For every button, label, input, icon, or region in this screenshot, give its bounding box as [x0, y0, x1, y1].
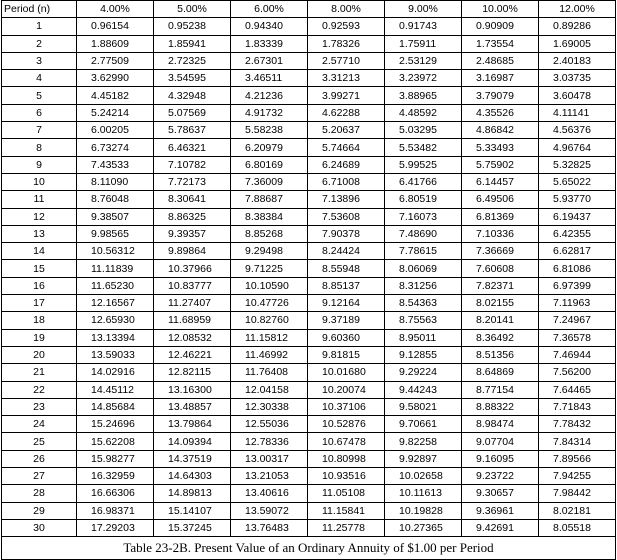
value-cell: 10.20074	[308, 381, 385, 398]
period-cell: 12	[2, 208, 77, 225]
table-row	[2, 519, 616, 536]
value-cell: 7.10782	[154, 156, 231, 173]
value-cell: 0.96154	[77, 18, 154, 35]
value-cell: 7.13896	[308, 191, 385, 208]
value-cell: 11.65230	[77, 277, 154, 294]
value-cell: 9.29224	[385, 364, 462, 381]
value-cell: 9.44243	[385, 381, 462, 398]
present-value-annuity-table	[1, 0, 616, 560]
value-cell: 9.07704	[462, 433, 539, 450]
value-cell: 9.16095	[462, 450, 539, 467]
value-cell: 7.36009	[231, 173, 308, 190]
value-cell: 7.88687	[231, 191, 308, 208]
value-cell: 8.11090	[77, 173, 154, 190]
table-caption: Table 23-2B. Present Value of an Ordinary Annuity of $1.00 per Period	[2, 537, 616, 560]
value-cell: 10.82760	[231, 312, 308, 329]
value-cell: 1.85941	[154, 35, 231, 52]
value-cell: 12.78336	[231, 433, 308, 450]
value-cell: 6.24689	[308, 156, 385, 173]
value-cell: 5.24214	[77, 104, 154, 121]
table-row	[2, 364, 616, 381]
value-cell: 10.80998	[308, 450, 385, 467]
value-cell: 9.71225	[231, 260, 308, 277]
value-cell: 12.30338	[231, 398, 308, 415]
value-cell: 15.14107	[154, 502, 231, 519]
value-cell: 10.52876	[308, 416, 385, 433]
rate-column-header: 8.00%	[308, 1, 385, 18]
value-cell: 9.12164	[308, 295, 385, 312]
value-cell: 2.67301	[231, 52, 308, 69]
value-cell: 11.15812	[231, 329, 308, 346]
value-cell: 10.19828	[385, 502, 462, 519]
period-cell: 3	[2, 52, 77, 69]
value-cell: 7.90378	[308, 225, 385, 242]
period-cell: 1	[2, 18, 77, 35]
value-cell: 9.98565	[77, 225, 154, 242]
value-cell: 14.85684	[77, 398, 154, 415]
value-cell: 8.88322	[462, 398, 539, 415]
value-cell: 3.79079	[462, 87, 539, 104]
value-cell: 6.19437	[539, 208, 616, 225]
table-row	[2, 225, 616, 242]
value-cell: 3.54595	[154, 70, 231, 87]
value-cell: 6.81369	[462, 208, 539, 225]
value-cell: 0.91743	[385, 18, 462, 35]
value-cell: 5.20637	[308, 122, 385, 139]
period-column-header: Period (n)	[2, 1, 77, 18]
value-cell: 13.21053	[231, 468, 308, 485]
value-cell: 7.24967	[539, 312, 616, 329]
value-cell: 3.88965	[385, 87, 462, 104]
value-cell: 11.76408	[231, 364, 308, 381]
value-cell: 10.83777	[154, 277, 231, 294]
period-cell: 6	[2, 104, 77, 121]
table-row	[2, 35, 616, 52]
value-cell: 7.89566	[539, 450, 616, 467]
value-cell: 7.36669	[462, 243, 539, 260]
period-cell: 15	[2, 260, 77, 277]
rate-column-header: 6.00%	[231, 1, 308, 18]
value-cell: 10.27365	[385, 519, 462, 536]
value-cell: 3.62990	[77, 70, 154, 87]
value-cell: 11.27407	[154, 295, 231, 312]
value-cell: 7.71843	[539, 398, 616, 415]
value-cell: 13.16300	[154, 381, 231, 398]
value-cell: 8.02155	[462, 295, 539, 312]
period-cell: 2	[2, 35, 77, 52]
value-cell: 0.94340	[231, 18, 308, 35]
value-cell: 7.64465	[539, 381, 616, 398]
value-cell: 7.43533	[77, 156, 154, 173]
value-cell: 10.56312	[77, 243, 154, 260]
period-cell: 23	[2, 398, 77, 415]
value-cell: 8.06069	[385, 260, 462, 277]
value-cell: 6.46321	[154, 139, 231, 156]
value-cell: 14.02916	[77, 364, 154, 381]
value-cell: 9.29498	[231, 243, 308, 260]
period-cell: 10	[2, 173, 77, 190]
value-cell: 8.54363	[385, 295, 462, 312]
rate-column-header: 5.00%	[154, 1, 231, 18]
value-cell: 1.69005	[539, 35, 616, 52]
table-row	[2, 416, 616, 433]
period-cell: 24	[2, 416, 77, 433]
value-cell: 14.45112	[77, 381, 154, 398]
value-cell: 5.99525	[385, 156, 462, 173]
value-cell: 9.60360	[308, 329, 385, 346]
value-cell: 7.82371	[462, 277, 539, 294]
period-cell: 22	[2, 381, 77, 398]
period-cell: 28	[2, 485, 77, 502]
value-cell: 13.79864	[154, 416, 231, 433]
value-cell: 3.31213	[308, 70, 385, 87]
value-cell: 13.40616	[231, 485, 308, 502]
table-row	[2, 122, 616, 139]
value-cell: 7.46944	[539, 346, 616, 363]
value-cell: 10.02658	[385, 468, 462, 485]
period-cell: 30	[2, 519, 77, 536]
table-row	[2, 381, 616, 398]
value-cell: 7.60608	[462, 260, 539, 277]
value-cell: 6.49506	[462, 191, 539, 208]
value-cell: 3.60478	[539, 87, 616, 104]
table-row	[2, 398, 616, 415]
value-cell: 10.11613	[385, 485, 462, 502]
table-row	[2, 52, 616, 69]
value-cell: 1.83339	[231, 35, 308, 52]
value-cell: 4.96764	[539, 139, 616, 156]
table-row	[2, 173, 616, 190]
value-cell: 9.82258	[385, 433, 462, 450]
value-cell: 5.75902	[462, 156, 539, 173]
value-cell: 6.00205	[77, 122, 154, 139]
value-cell: 13.48857	[154, 398, 231, 415]
value-cell: 5.93770	[539, 191, 616, 208]
value-cell: 5.33493	[462, 139, 539, 156]
value-cell: 8.75563	[385, 312, 462, 329]
value-cell: 4.62288	[308, 104, 385, 121]
value-cell: 17.29203	[77, 519, 154, 536]
value-cell: 10.01680	[308, 364, 385, 381]
table-row	[2, 87, 616, 104]
table-body	[2, 18, 616, 537]
value-cell: 10.37106	[308, 398, 385, 415]
value-cell: 12.55036	[231, 416, 308, 433]
value-cell: 12.46221	[154, 346, 231, 363]
value-cell: 9.30657	[462, 485, 539, 502]
table-row	[2, 295, 616, 312]
period-cell: 9	[2, 156, 77, 173]
value-cell: 8.85268	[231, 225, 308, 242]
value-cell: 11.11839	[77, 260, 154, 277]
value-cell: 4.35526	[462, 104, 539, 121]
value-cell: 13.76483	[231, 519, 308, 536]
value-cell: 6.42355	[539, 225, 616, 242]
table-row	[2, 468, 616, 485]
value-cell: 14.89813	[154, 485, 231, 502]
period-cell: 20	[2, 346, 77, 363]
value-cell: 9.37189	[308, 312, 385, 329]
value-cell: 8.98474	[462, 416, 539, 433]
table-row	[2, 312, 616, 329]
value-cell: 8.85137	[308, 277, 385, 294]
value-cell: 9.92897	[385, 450, 462, 467]
value-cell: 15.24696	[77, 416, 154, 433]
value-cell: 10.93516	[308, 468, 385, 485]
value-cell: 4.21236	[231, 87, 308, 104]
table-row	[2, 191, 616, 208]
value-cell: 9.58021	[385, 398, 462, 415]
value-cell: 5.32825	[539, 156, 616, 173]
table-row	[2, 433, 616, 450]
value-cell: 5.74664	[308, 139, 385, 156]
value-cell: 4.86842	[462, 122, 539, 139]
value-cell: 0.95238	[154, 18, 231, 35]
table-row	[2, 139, 616, 156]
period-cell: 27	[2, 468, 77, 485]
value-cell: 8.36492	[462, 329, 539, 346]
table-row	[2, 208, 616, 225]
table-row	[2, 18, 616, 35]
value-cell: 1.78326	[308, 35, 385, 52]
value-cell: 14.64303	[154, 468, 231, 485]
table-row	[2, 260, 616, 277]
value-cell: 11.05108	[308, 485, 385, 502]
period-cell: 19	[2, 329, 77, 346]
value-cell: 7.36578	[539, 329, 616, 346]
value-cell: 8.05518	[539, 519, 616, 536]
value-cell: 3.16987	[462, 70, 539, 87]
value-cell: 2.72325	[154, 52, 231, 69]
value-cell: 12.16567	[77, 295, 154, 312]
value-cell: 1.73554	[462, 35, 539, 52]
value-cell: 13.59072	[231, 502, 308, 519]
value-cell: 12.65930	[77, 312, 154, 329]
value-cell: 10.10590	[231, 277, 308, 294]
value-cell: 3.99271	[308, 87, 385, 104]
value-cell: 8.76048	[77, 191, 154, 208]
value-cell: 6.71008	[308, 173, 385, 190]
value-cell: 6.80169	[231, 156, 308, 173]
value-cell: 12.82115	[154, 364, 231, 381]
table-caption-row	[2, 537, 616, 560]
value-cell: 8.38384	[231, 208, 308, 225]
period-cell: 11	[2, 191, 77, 208]
value-cell: 9.39357	[154, 225, 231, 242]
value-cell: 12.04158	[231, 381, 308, 398]
value-cell: 11.15841	[308, 502, 385, 519]
value-cell: 7.84314	[539, 433, 616, 450]
period-cell: 26	[2, 450, 77, 467]
value-cell: 15.62208	[77, 433, 154, 450]
table-row	[2, 70, 616, 87]
value-cell: 9.70661	[385, 416, 462, 433]
value-cell: 7.16073	[385, 208, 462, 225]
value-cell: 9.81815	[308, 346, 385, 363]
period-cell: 4	[2, 70, 77, 87]
value-cell: 4.56376	[539, 122, 616, 139]
value-cell: 8.31256	[385, 277, 462, 294]
period-cell: 13	[2, 225, 77, 242]
value-cell: 7.98442	[539, 485, 616, 502]
value-cell: 2.57710	[308, 52, 385, 69]
value-cell: 2.40183	[539, 52, 616, 69]
value-cell: 5.53482	[385, 139, 462, 156]
rate-column-header: 10.00%	[462, 1, 539, 18]
value-cell: 13.00317	[231, 450, 308, 467]
value-cell: 13.13394	[77, 329, 154, 346]
table-row	[2, 104, 616, 121]
value-cell: 6.97399	[539, 277, 616, 294]
value-cell: 11.25778	[308, 519, 385, 536]
value-cell: 8.64869	[462, 364, 539, 381]
annuity-table-container	[1, 0, 615, 560]
value-cell: 6.20979	[231, 139, 308, 156]
value-cell: 3.46511	[231, 70, 308, 87]
value-cell: 1.88609	[77, 35, 154, 52]
period-cell: 25	[2, 433, 77, 450]
value-cell: 7.10336	[462, 225, 539, 242]
value-cell: 12.08532	[154, 329, 231, 346]
value-cell: 3.03735	[539, 70, 616, 87]
value-cell: 8.24424	[308, 243, 385, 260]
value-cell: 4.91732	[231, 104, 308, 121]
value-cell: 10.67478	[308, 433, 385, 450]
value-cell: 15.98277	[77, 450, 154, 467]
value-cell: 6.41766	[385, 173, 462, 190]
value-cell: 11.68959	[154, 312, 231, 329]
period-cell: 8	[2, 139, 77, 156]
rate-column-header: 4.00%	[77, 1, 154, 18]
value-cell: 8.51356	[462, 346, 539, 363]
value-cell: 16.98371	[77, 502, 154, 519]
value-cell: 7.48690	[385, 225, 462, 242]
value-cell: 8.20141	[462, 312, 539, 329]
value-cell: 9.89864	[154, 243, 231, 260]
value-cell: 14.09394	[154, 433, 231, 450]
table-row	[2, 277, 616, 294]
table-row	[2, 243, 616, 260]
value-cell: 5.58238	[231, 122, 308, 139]
period-cell: 7	[2, 122, 77, 139]
value-cell: 8.95011	[385, 329, 462, 346]
value-cell: 5.78637	[154, 122, 231, 139]
value-cell: 9.38507	[77, 208, 154, 225]
table-row	[2, 346, 616, 363]
period-cell: 16	[2, 277, 77, 294]
value-cell: 6.73274	[77, 139, 154, 156]
value-cell: 5.07569	[154, 104, 231, 121]
value-cell: 3.23972	[385, 70, 462, 87]
period-cell: 21	[2, 364, 77, 381]
value-cell: 2.48685	[462, 52, 539, 69]
value-cell: 0.92593	[308, 18, 385, 35]
value-cell: 0.89286	[539, 18, 616, 35]
value-cell: 6.81086	[539, 260, 616, 277]
value-cell: 9.36961	[462, 502, 539, 519]
value-cell: 6.62817	[539, 243, 616, 260]
value-cell: 0.90909	[462, 18, 539, 35]
value-cell: 8.30641	[154, 191, 231, 208]
value-cell: 9.23722	[462, 468, 539, 485]
period-cell: 5	[2, 87, 77, 104]
value-cell: 11.46992	[231, 346, 308, 363]
value-cell: 16.32959	[77, 468, 154, 485]
value-cell: 7.78432	[539, 416, 616, 433]
value-cell: 4.32948	[154, 87, 231, 104]
value-cell: 8.86325	[154, 208, 231, 225]
value-cell: 14.37519	[154, 450, 231, 467]
value-cell: 6.14457	[462, 173, 539, 190]
value-cell: 15.37245	[154, 519, 231, 536]
value-cell: 7.78615	[385, 243, 462, 260]
rate-column-header: 9.00%	[385, 1, 462, 18]
value-cell: 7.11963	[539, 295, 616, 312]
value-cell: 5.65022	[539, 173, 616, 190]
value-cell: 8.77154	[462, 381, 539, 398]
value-cell: 13.59033	[77, 346, 154, 363]
table-row	[2, 329, 616, 346]
value-cell: 9.12855	[385, 346, 462, 363]
value-cell: 2.53129	[385, 52, 462, 69]
value-cell: 4.11141	[539, 104, 616, 121]
value-cell: 10.47726	[231, 295, 308, 312]
period-cell: 14	[2, 243, 77, 260]
value-cell: 7.56200	[539, 364, 616, 381]
value-cell: 7.94255	[539, 468, 616, 485]
value-cell: 7.53608	[308, 208, 385, 225]
table-row	[2, 156, 616, 173]
value-cell: 8.55948	[308, 260, 385, 277]
table-row	[2, 450, 616, 467]
period-cell: 18	[2, 312, 77, 329]
value-cell: 5.03295	[385, 122, 462, 139]
table-row	[2, 485, 616, 502]
table-header-row	[2, 1, 616, 18]
value-cell: 7.72173	[154, 173, 231, 190]
value-cell: 2.77509	[77, 52, 154, 69]
value-cell: 8.02181	[539, 502, 616, 519]
value-cell: 4.45182	[77, 87, 154, 104]
value-cell: 9.42691	[462, 519, 539, 536]
value-cell: 4.48592	[385, 104, 462, 121]
table-row	[2, 502, 616, 519]
period-cell: 17	[2, 295, 77, 312]
value-cell: 10.37966	[154, 260, 231, 277]
value-cell: 6.80519	[385, 191, 462, 208]
period-cell: 29	[2, 502, 77, 519]
value-cell: 16.66306	[77, 485, 154, 502]
rate-column-header: 12.00%	[539, 1, 616, 18]
value-cell: 1.75911	[385, 35, 462, 52]
